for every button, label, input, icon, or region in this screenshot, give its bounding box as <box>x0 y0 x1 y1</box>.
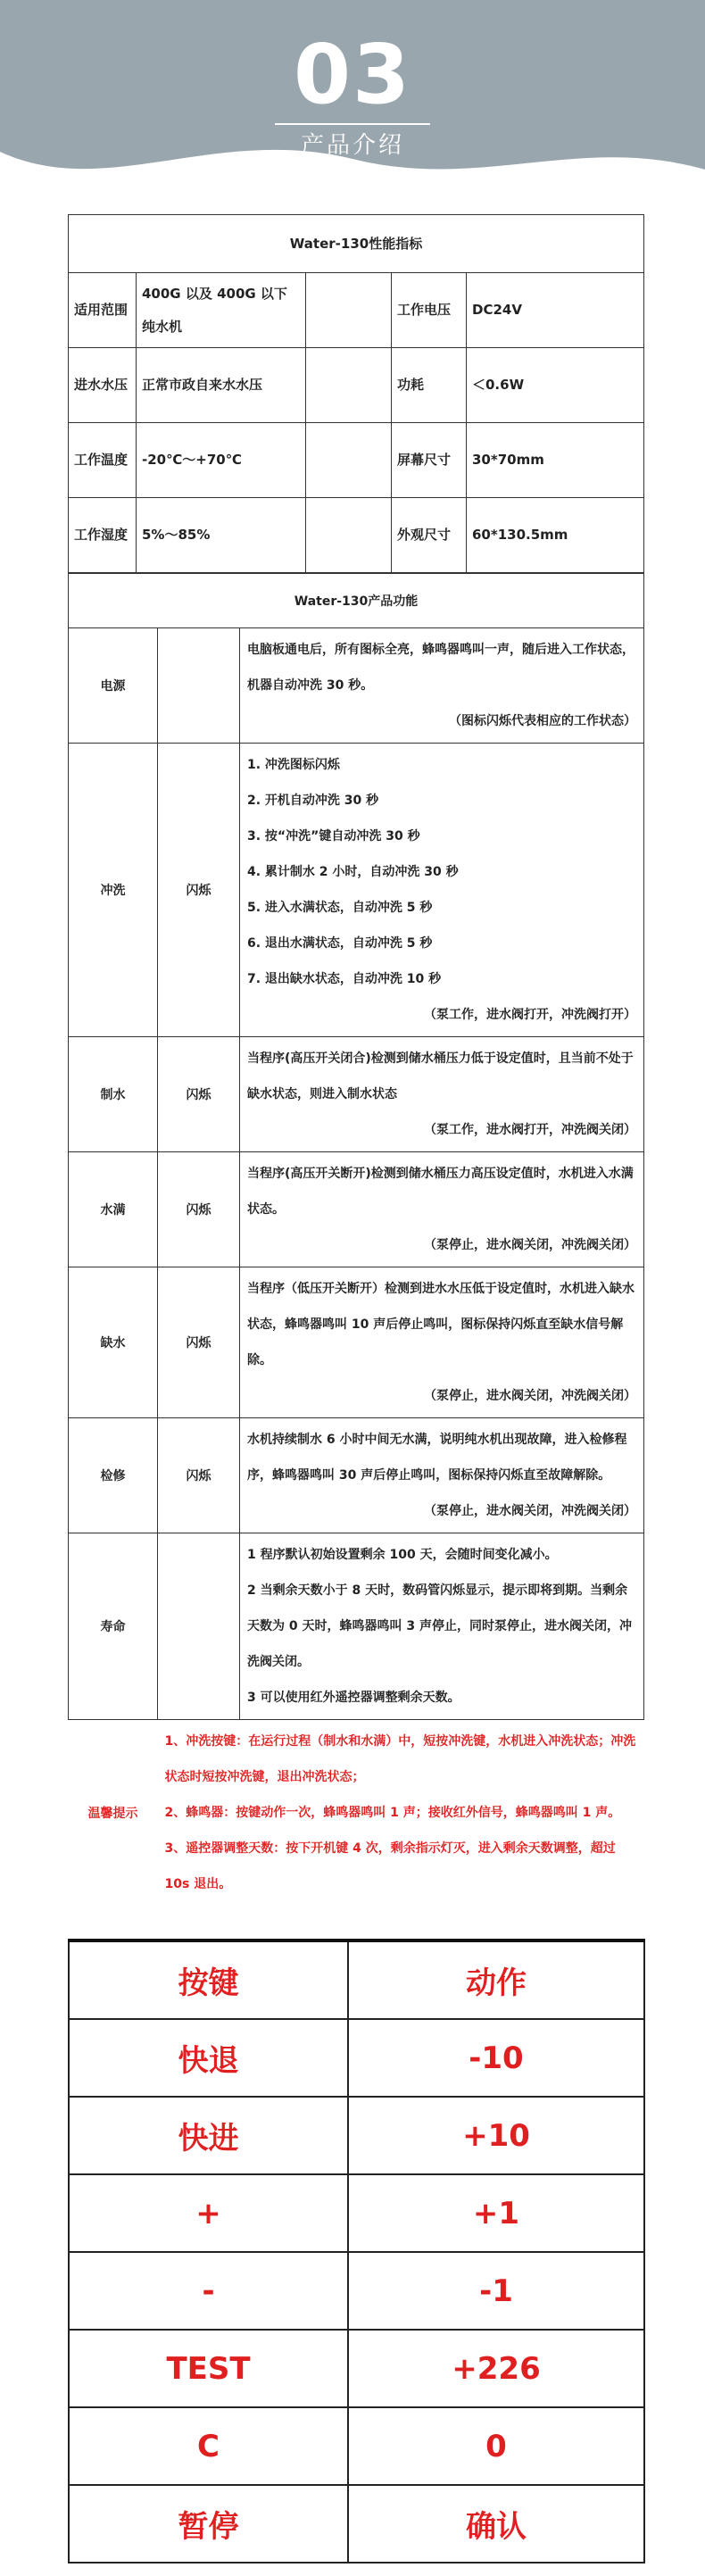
function-row <box>69 1267 644 1418</box>
function-description <box>240 1418 644 1533</box>
key-table-section <box>68 1939 643 2564</box>
key-action: -1 <box>348 2252 644 2330</box>
description-line: 电脑板通电后，所有图标全亮，蜂鸣器鸣叫一声，随后进入工作状态，机器自动冲洗 30 秒。 <box>247 643 634 693</box>
key-table <box>68 1939 645 2564</box>
description-line: 水机持续制水 6 小时中间无水满，说明纯水机出现故障，进入检修程序，蜂鸣器鸣叫 30 声后停止鸣叫，图标保持闪烁直至故障解除。 <box>247 1433 627 1483</box>
divider <box>275 123 430 125</box>
function-row <box>69 1533 644 1720</box>
spec-row <box>69 498 644 573</box>
spec-row <box>69 273 644 348</box>
key-action: 0 <box>348 2407 644 2485</box>
function-state: 闪烁 <box>158 1418 240 1533</box>
status-note: （图标闪烁代表相应的工作状态） <box>449 714 637 728</box>
tip-line: 3、遥控器调整天数：按下开机键 4 次，剩余指示灯灭，进入剩余天数调整，超过 10s 退出。 <box>164 1841 616 1891</box>
spec-table <box>68 214 644 573</box>
tips-row <box>69 1720 644 1907</box>
key-name: 暂停 <box>69 2485 348 2563</box>
spec-row <box>69 423 644 498</box>
spec-section <box>68 214 643 1906</box>
function-table <box>68 573 644 1906</box>
key-name: 快退 <box>69 2019 348 2097</box>
spec-value: 400G 以及 400G 以下纯水机 <box>137 273 306 348</box>
spec-value: 60*130.5mm <box>467 498 644 573</box>
tip-line: 2、蜂鸣器：按键动作一次，蜂鸣器鸣叫 1 声；接收红外信号，蜂鸣器鸣叫 1 声。 <box>164 1806 621 1820</box>
function-state <box>158 1533 240 1720</box>
key-name: - <box>69 2252 348 2330</box>
status-note: （泵工作，进水阀打开，冲洗阀关闭） <box>424 1123 637 1137</box>
spec-value: 30*70mm <box>467 423 644 498</box>
function-description <box>240 1152 644 1267</box>
spec-blank <box>306 498 392 573</box>
spec-key: 工作温度 <box>69 423 137 498</box>
section-number: 03 <box>293 27 412 122</box>
description-line: 当程序(高压开关闭合)检测到储水桶压力低于设定值时，且当前不处于缺水状态，则进入制水状态 <box>247 1051 634 1101</box>
description-line: 4. 累计制水 2 小时，自动冲洗 30 秒 <box>247 865 459 879</box>
key-name: 快进 <box>69 2097 348 2174</box>
key-row <box>69 2330 644 2407</box>
key-row <box>69 2252 644 2330</box>
key-action: +226 <box>348 2330 644 2407</box>
spec-key: 功耗 <box>392 348 467 423</box>
key-action: +1 <box>348 2174 644 2252</box>
tips-text <box>158 1720 644 1907</box>
function-label: 水满 <box>69 1152 158 1267</box>
function-label: 冲洗 <box>69 744 158 1037</box>
key-row <box>69 2097 644 2174</box>
spec-blank <box>306 423 392 498</box>
status-note: （泵停止，进水阀关闭，冲洗阀关闭） <box>424 1238 637 1252</box>
description-line: 1. 冲洗图标闪烁 <box>247 758 340 772</box>
spec-blank <box>306 348 392 423</box>
description-line: 6. 退出水满状态，自动冲洗 5 秒 <box>247 936 433 951</box>
function-description <box>240 1267 644 1418</box>
spec-value: 5%～85% <box>137 498 306 573</box>
spec-value: ＜0.6W <box>467 348 644 423</box>
description-line: 5. 进入水满状态，自动冲洗 5 秒 <box>247 901 433 915</box>
key-action: -10 <box>348 2019 644 2097</box>
banner <box>0 0 705 192</box>
function-description <box>240 1533 644 1720</box>
function-description <box>240 628 644 744</box>
spec-row <box>69 348 644 423</box>
spec-key: 工作电压 <box>392 273 467 348</box>
function-row <box>69 1037 644 1152</box>
spec-value: DC24V <box>467 273 644 348</box>
spec-title: Water-130性能指标 <box>69 215 644 273</box>
function-label: 寿命 <box>69 1533 158 1720</box>
spec-value: 正常市政自来水水压 <box>137 348 306 423</box>
key-row <box>69 2407 644 2485</box>
function-row <box>69 628 644 744</box>
description-line: 当程序(高压开关断开)检测到储水桶压力高压设定值时，水机进入水满状态。 <box>247 1167 634 1217</box>
function-label: 电源 <box>69 628 158 744</box>
function-state: 闪烁 <box>158 1152 240 1267</box>
section-subtitle: 产品介绍 <box>300 132 404 159</box>
key-name: + <box>69 2174 348 2252</box>
function-state: 闪烁 <box>158 1037 240 1152</box>
key-name: C <box>69 2407 348 2485</box>
spec-key: 外观尺寸 <box>392 498 467 573</box>
description-line: 1 程序默认初始设置剩余 100 天，会随时间变化减小。 <box>247 1548 558 1562</box>
description-line: 7. 退出缺水状态，自动冲洗 10 秒 <box>247 972 442 986</box>
key-row <box>69 2174 644 2252</box>
tips-label: 温馨提示 <box>87 1807 138 1821</box>
spec-blank <box>306 273 392 348</box>
function-row <box>69 744 644 1037</box>
key-action: +10 <box>348 2097 644 2174</box>
status-note: （泵工作，进水阀打开，冲洗阀打开） <box>424 1008 637 1022</box>
status-note: （泵停止，进水阀关闭，冲洗阀关闭） <box>424 1389 637 1403</box>
key-header: 按键 <box>69 1940 348 2019</box>
function-row <box>69 1152 644 1267</box>
status-note: （泵停止，进水阀关闭，冲洗阀关闭） <box>424 1504 637 1518</box>
function-label: 检修 <box>69 1418 158 1533</box>
key-row <box>69 2485 644 2563</box>
function-description <box>240 744 644 1037</box>
spec-key: 屏幕尺寸 <box>392 423 467 498</box>
function-description <box>240 1037 644 1152</box>
description-line: 3. 按“冲洗”键自动冲洗 30 秒 <box>247 829 420 843</box>
action-header: 动作 <box>348 1940 644 2019</box>
tip-line: 1、冲洗按键：在运行过程（制水和水满）中，短按冲洗键，水机进入冲洗状态；冲洗状态时短按冲洗键，退出冲洗状态； <box>164 1734 636 1784</box>
key-name: TEST <box>69 2330 348 2407</box>
key-action: 确认 <box>348 2485 644 2563</box>
function-row <box>69 1418 644 1533</box>
function-state: 闪烁 <box>158 1267 240 1418</box>
description-line: 当程序（低压开关断开）检测到进水水压低于设定值时，水机进入缺水状态，蜂鸣器鸣叫 10 声后停止鸣叫，图标保持闪烁直至缺水信号解除。 <box>247 1282 634 1367</box>
key-row <box>69 2019 644 2097</box>
function-state: 闪烁 <box>158 744 240 1037</box>
function-title: Water-130产品功能 <box>69 574 644 628</box>
spec-value: -20℃～+70℃ <box>137 423 306 498</box>
function-label: 制水 <box>69 1037 158 1152</box>
spec-key: 适用范围 <box>69 273 137 348</box>
description-line: 2 当剩余天数小于 8 天时，数码管闪烁显示，提示即将到期。当剩余天数为 0 天时，蜂鸣器鸣叫 3 声停止，同时泵停止，进水阀关闭，冲洗阀关闭。 <box>247 1583 632 1669</box>
spec-key: 进水水压 <box>69 348 137 423</box>
function-state <box>158 628 240 744</box>
description-line: 2. 开机自动冲洗 30 秒 <box>247 794 379 808</box>
function-label: 缺水 <box>69 1267 158 1418</box>
description-line: 3 可以使用红外遥控器调整剩余天数。 <box>247 1691 460 1705</box>
spec-key: 工作湿度 <box>69 498 137 573</box>
